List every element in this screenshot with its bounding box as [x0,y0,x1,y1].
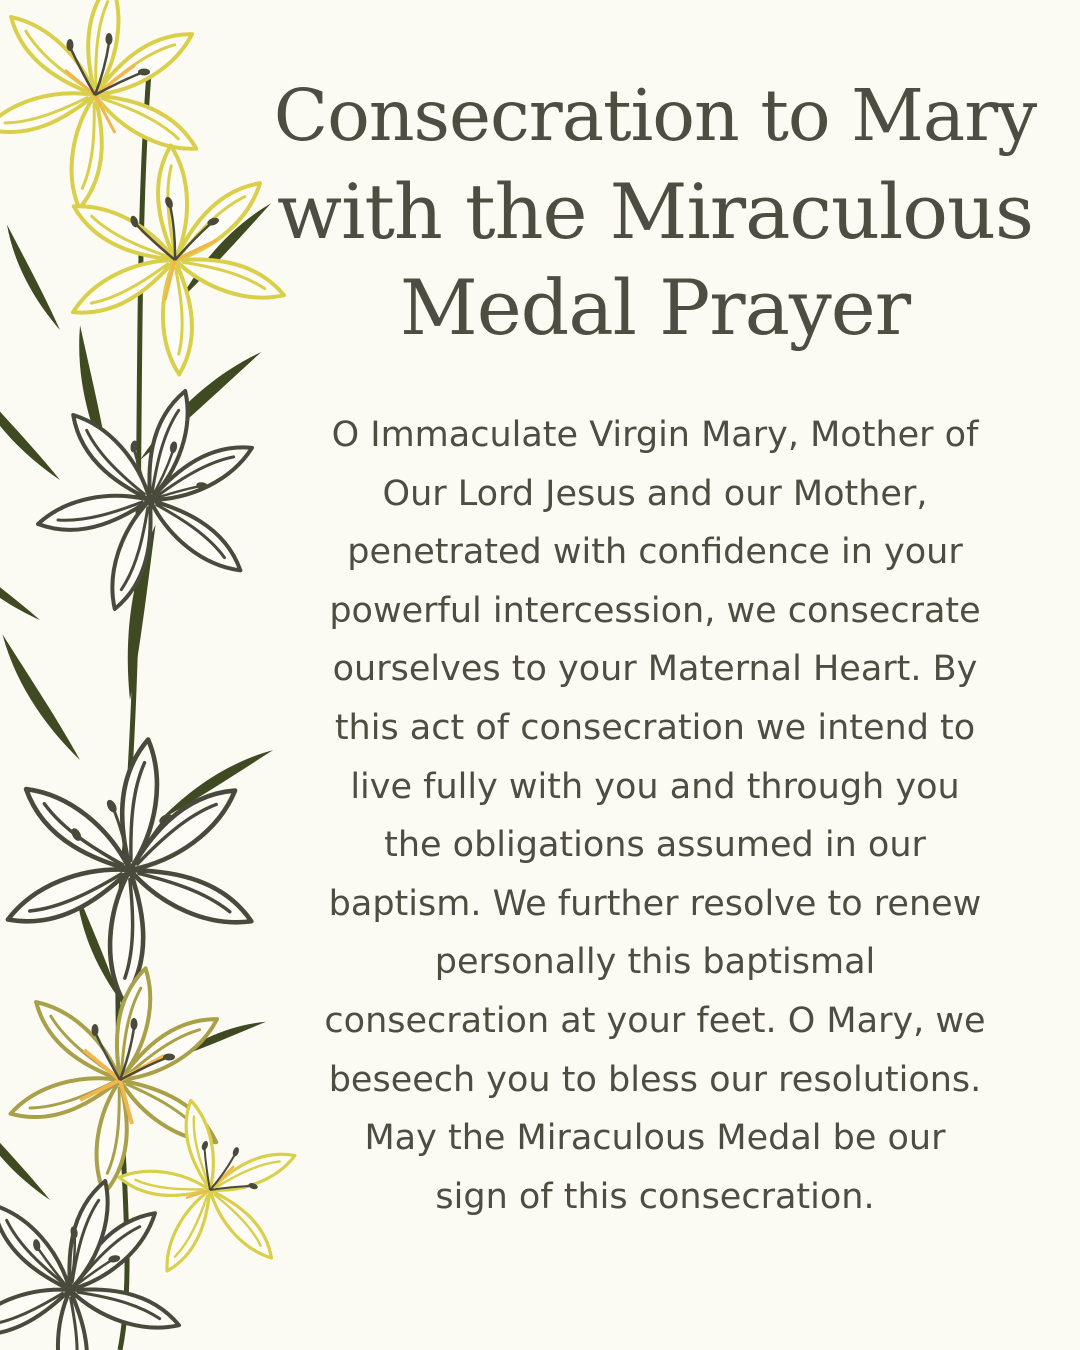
prayer-line: beseech you to bless our resolutions. [328,1059,982,1100]
lily-flower-yellow [66,145,287,376]
prayer-line: personally this baptismal [434,942,876,983]
prayer-title [270,68,1040,356]
prayer-line: ourselves to your Maternal Heart. By [332,649,978,690]
prayer-line: sign of this consecration. [435,1176,875,1217]
prayer-line: penetrated with confidence in your [347,532,963,573]
lily-flower-white [38,388,259,612]
prayer-text [270,406,1040,1226]
prayer-line: May the Miraculous Medal be our [364,1118,946,1159]
prayer-line: live fully with you and through you [350,766,960,807]
lily-border-illustration [0,0,300,1350]
prayer-line: consecration at your feet. O Mary, we [324,1000,986,1041]
prayer-line: baptism. We further resolve to renew [328,883,982,924]
title-line: Medal Prayer [399,263,911,352]
prayer-line: powerful intercession, we consecrate [329,590,981,631]
lily-flower-white [0,1178,182,1350]
prayer-line: this act of consecration we intend to [334,707,976,748]
prayer-line: Our Lord Jesus and our Mother, [382,473,928,514]
title-line: Consecration to Mary [273,74,1037,157]
prayer-line: O Immaculate Virgin Mary, Mother of [331,415,979,455]
title-line: with the Miraculous [277,167,1033,256]
prayer-line: the obligations assumed in our [384,825,926,866]
